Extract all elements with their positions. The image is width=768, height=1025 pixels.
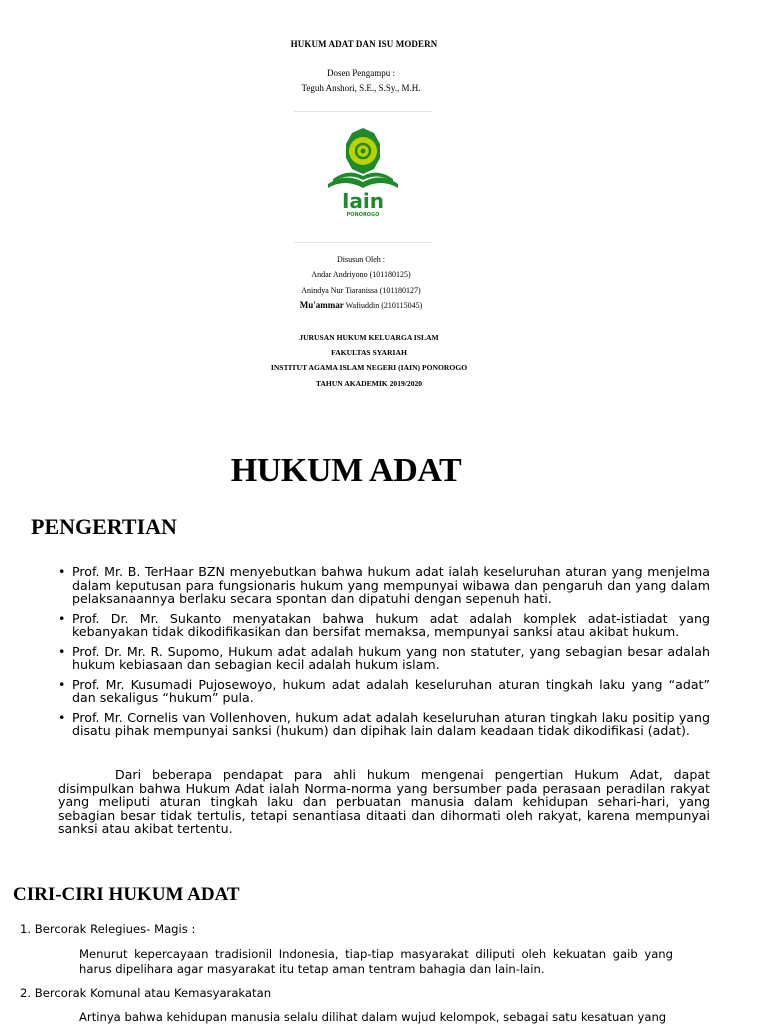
institute: INSTITUT AGAMA ISLAM NEGERI (IAIN) PONOROGO	[270, 363, 468, 372]
list-item: • Prof. Dr. Mr. R. Supomo, Hukum adat adalah hukum yang non statuter, yang sebagian besar adalah hukum kebiasaan dan sebagian kecil adalah hukum islam.	[58, 645, 710, 672]
section-heading-pengertian: PENGERTIAN	[31, 514, 177, 539]
author-2: Anindya Nur Tiaranissa (101180127)	[301, 286, 421, 295]
logo-subtext: PONOROGO	[346, 212, 380, 218]
department: JURUSAN HUKUM KELUARGA ISLAM	[299, 333, 439, 342]
ciri-item-title: 2. Bercorak Komunal atau Kemasyarakatan	[20, 986, 272, 1000]
section-heading-ciri: CIRI-CIRI HUKUM ADAT	[13, 884, 240, 905]
author-1: Andar Andriyono (101180125)	[311, 270, 411, 279]
lecturer-label: Dosen Pengampu :	[327, 68, 395, 78]
divider	[294, 111, 432, 112]
iain-ponorogo-logo	[325, 124, 401, 220]
academic-year: TAHUN AKADEMIK 2019/2020	[315, 379, 423, 388]
author-3-name: Wafiuddin (210115045)	[345, 301, 423, 310]
list-item: • Prof. Dr. Mr. Sukanto menyatakan bahwa hukum adat adalah komplek adat-istiadat yang kebanyakan tidak dikodifikasikan dan bersifat memaksa, mempunyai sanksi atau akibat hukum.	[58, 612, 710, 639]
divider	[294, 242, 432, 243]
lecturer-name: Teguh Anshori, S.E., S.Sy., M.H.	[301, 83, 421, 93]
main-heading: HUKUM ADAT	[230, 452, 462, 489]
cover-title: HUKUM ADAT DAN ISU MODERN	[290, 39, 438, 49]
list-item: • Prof. Mr. Cornelis van Vollenhoven, hukum adat adalah keseluruhan aturan tingkah laku positip yang disatu pihak mempunyai sanksi (hukum) dan dipihak lain dalam keadaan tidak dikodifikasi (adat).	[58, 711, 710, 738]
author-3	[0, 300, 722, 310]
ciri-item-text: Menurut kepercayaan tradisionil Indonesia, tiap-tiap masyarakat diliputi oleh kekuatan gaib yang harus dipelihara agar masyarakat itu tetap aman tentram bahagia dan lain-lain.	[79, 947, 673, 976]
conclusion-paragraph: Dari beberapa pendapat para ahli hukum mengenai pengertian Hukum Adat, dapat disimpulkan bahwa Hukum Adat ialah Norma-norma yang bersumber pada perasaan peradilan rakyat yang meliputi aturan tingkah laku dan perbuatan manusia dalam kehidupan sehari-hari, yang sebagian besar tidak tertulis, tetapi senantiasa ditaati dan dihormati oleh rakyat, karena mempunyai sanksi atau akibat tertentu.	[58, 767, 710, 836]
author-3-prefix: Mu'ammar	[299, 300, 344, 310]
list-item: • Prof. Mr. Kusumadi Pujosewoyo, hukum adat adalah keseluruhan aturan tingkah laku yang “adat” dan sekaligus “hukum” pula.	[58, 678, 710, 705]
ciri-item-text: Artinya bahwa kehidupan manusia selalu dilihat dalam wujud kelompok, sebagai satu kesatuan yang	[79, 1010, 667, 1024]
list-item: • Prof. Mr. B. TerHaar BZN menyebutkan bahwa hukum adat ialah keseluruhan aturan yang menjelma dalam keputusan para fungsionaris hukum yang mempunyai wibawa dan pengaruh dan yang dalam pelaksanaannya berlaku secara spontan dan dipatuhi dengan sepenuh hati.	[58, 565, 710, 606]
logo-text: Iain	[341, 189, 385, 213]
prepared-label: Disusun Oleh :	[337, 255, 385, 264]
definition-list	[58, 565, 710, 744]
faculty: FAKULTAS SYARIAH	[331, 348, 407, 357]
ciri-item-title: 1. Bercorak Relegiues- Magis :	[20, 922, 196, 936]
